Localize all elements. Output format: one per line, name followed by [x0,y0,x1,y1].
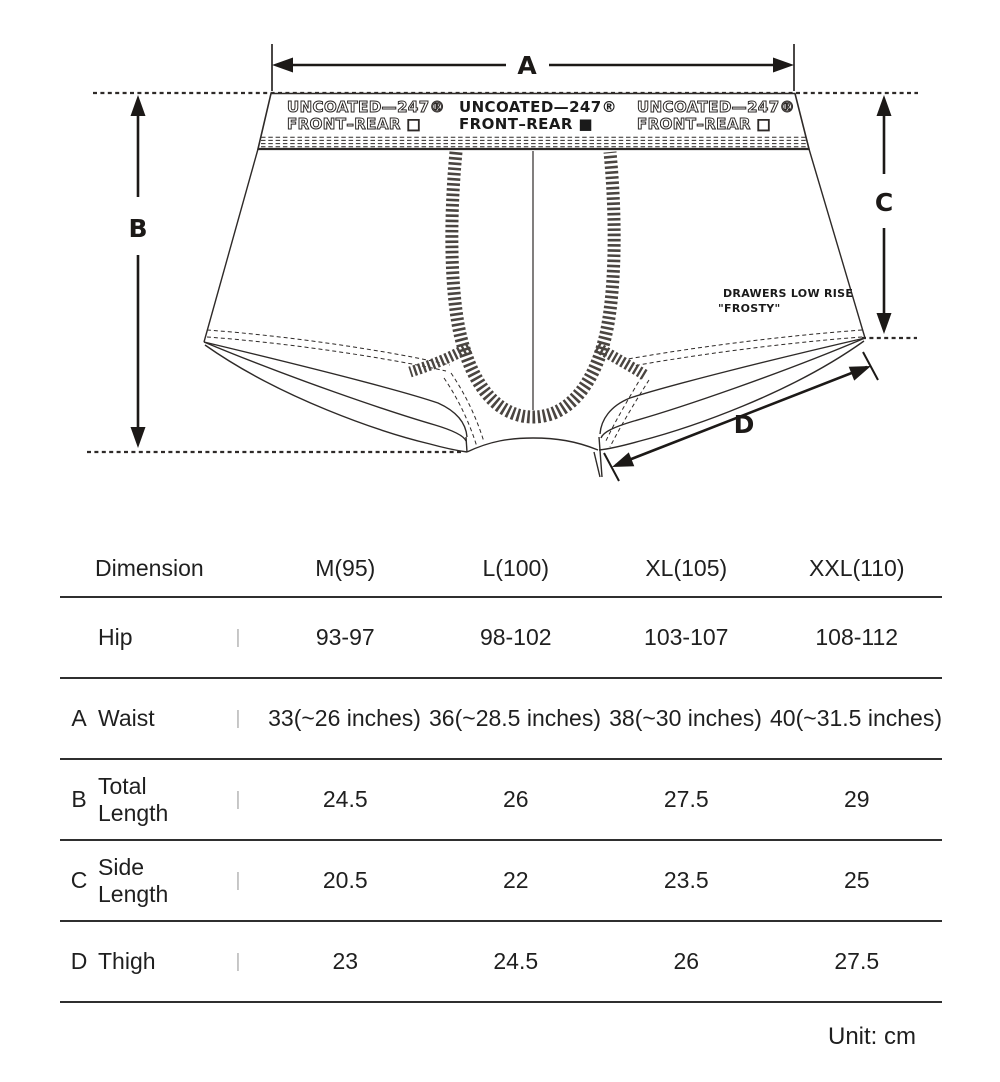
cell-value: 33(~26 inches) [268,705,421,731]
row-name: Hip [98,624,133,650]
row-letter: C [70,867,88,893]
table-row-thigh [60,922,942,1003]
column-header-dimension: Dimension [95,554,204,581]
cell-value: 22 [502,867,529,893]
brand-text: UNCOATED—247® [459,98,617,116]
brand-text: FRONT–REAR ■ [459,115,593,133]
column-header-xl: XL(105) [645,554,728,581]
cell-value: 25 [843,867,870,893]
label-a: A [517,51,537,80]
cell-value: 38(~30 inches) [609,705,762,731]
row-name: Total Length [98,772,169,826]
cell-value: 36(~28.5 inches) [429,705,601,731]
row-separator: | [235,707,241,729]
cell-value: 27.5 [663,786,709,812]
annotation-line-1: DRAWERS LOW RISE [723,287,854,300]
cell-value: 20.5 [322,867,368,893]
row-separator: | [235,788,241,810]
cell-value: 24.5 [322,786,368,812]
brand-text: UNCOATED—247® [287,98,445,116]
row-name: Thigh [98,948,156,974]
garment-diagram [0,0,1000,530]
row-separator: | [235,950,241,972]
row-letter: B [71,786,87,812]
cell-value: 40(~31.5 inches) [770,705,942,731]
table-header-row [60,540,942,598]
row-separator: | [235,626,241,648]
row-letter: D [70,948,88,974]
garment-annotation [718,287,853,315]
crotch-curve [467,438,598,452]
cell-value: 108-112 [815,624,899,650]
cell-value: 23 [332,948,359,974]
label-c: C [874,188,894,217]
pouch-side-seam-left [410,347,469,372]
left-leg-hem [204,342,467,452]
size-table [60,540,942,1057]
waistband-branding [287,98,795,133]
column-header-m: M(95) [315,554,376,581]
table-row-side-length [60,841,942,922]
row-name: Waist [98,705,155,731]
cell-value: 103-107 [644,624,729,650]
cell-value: 26 [502,786,529,812]
brand-text: FRONT–REAR □ [637,115,771,133]
table-row-waist [60,679,942,760]
cell-value: 29 [843,786,870,812]
cell-value: 27.5 [834,948,880,974]
cell-value: 98-102 [479,624,552,650]
annotation-line-2: "FROSTY" [718,302,781,315]
table-row-total-length [60,760,942,841]
table-row-hip [60,598,942,679]
cell-value: 26 [673,948,700,974]
unit-label: Unit: cm [827,1023,916,1050]
right-side-seam [809,149,865,338]
column-header-l: L(100) [482,554,549,581]
cell-value: 93-97 [315,624,375,650]
pouch-seams [410,152,645,417]
label-b: B [128,214,148,243]
brand-text: UNCOATED—247® [637,98,795,116]
brand-text: FRONT–REAR □ [287,115,421,133]
row-name: Side Length [98,853,169,907]
label-d: D [733,410,755,439]
column-header-xxl: XXL(110) [809,554,905,581]
dimension-b [131,95,146,448]
row-separator: | [235,869,241,891]
cell-value: 23.5 [663,867,709,893]
cell-value: 24.5 [493,948,539,974]
right-leg-hem [594,338,865,477]
trim-stitching [207,330,862,447]
row-letter: A [71,705,87,731]
left-side-seam [204,149,258,342]
